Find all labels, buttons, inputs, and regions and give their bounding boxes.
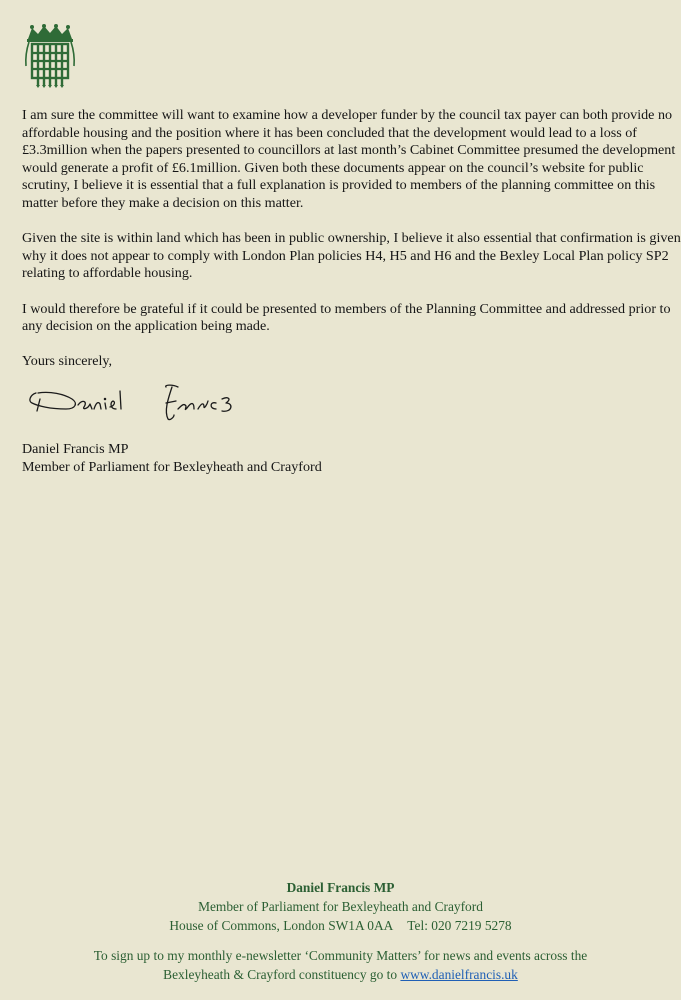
- signatory-name: Daniel Francis MP: [22, 441, 129, 457]
- footer-newsletter-prefix: Bexleyheath & Crayford constituency go to: [163, 967, 398, 982]
- handwritten-signature: [26, 379, 246, 425]
- footer-contact-line: [0, 916, 681, 935]
- signatory-title: Member of Parliament for Bexleyheath and Crayford: [22, 458, 322, 475]
- paragraph-2: Given the site is within land which has been in public ownership, I believe it also essential that confirmation is given why it does not appear to comply with London Plan policies H4, H5 and H6 and the Bexley Local Plan policy SP2 relating to affordable housing.: [22, 230, 681, 282]
- letter-body: [22, 107, 681, 389]
- closing-salutation: Yours sincerely,: [22, 353, 113, 370]
- footer-title: Member of Parliament for Bexleyheath and Crayford: [198, 899, 483, 914]
- website-link[interactable]: www.danielfrancis.uk: [400, 967, 518, 982]
- footer-telephone: Tel: 020 7219 5278: [407, 918, 512, 933]
- paragraph-3: I would therefore be grateful if it could be presented to members of the Planning Committee and addressed prior to any decision on the application being made.: [22, 300, 671, 335]
- footer-address: House of Commons, London SW1A 0AA: [169, 918, 394, 933]
- signatory-block: [22, 441, 322, 476]
- footer-name: Daniel Francis MP: [286, 880, 395, 895]
- portcullis-logo: [22, 24, 78, 88]
- paragraph-1: I am sure the committee will want to examine how a developer funder by the council tax payer can both provide no affordable housing and the position where it has been concluded that the development would lead to a loss of £3.3million when the papers presented to councillors at last month’s Cabinet Committee presumed the development would generate a profit of £6.1million. Given both these documents appear on the council’s website for public scrutiny, I believe it is essential that a full explanation is provided to members of the planning committee on this matter before they make a decision on this matter.: [22, 107, 676, 211]
- footer: [0, 878, 681, 984]
- footer-newsletter-line-1: To sign up to my monthly e-newsletter ‘Community Matters’ for news and events across the: [93, 948, 588, 963]
- footer-newsletter-line-2: [0, 965, 681, 984]
